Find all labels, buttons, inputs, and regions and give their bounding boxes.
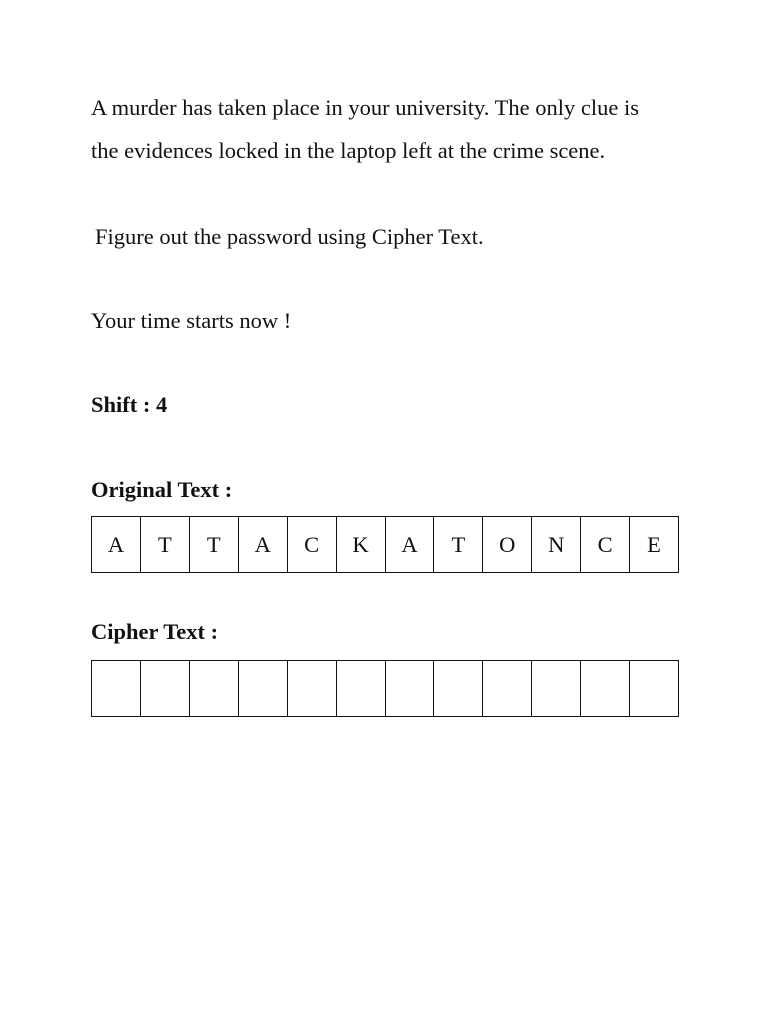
instruction-text: Figure out the password using Cipher Text. <box>95 224 484 249</box>
cipher-text-cell <box>190 661 239 717</box>
cipher-text-cell <box>288 661 337 717</box>
original-text-cell: A <box>386 517 435 573</box>
original-text-cell: E <box>630 517 679 573</box>
cipher-text-cell <box>337 661 386 717</box>
cipher-text-cell <box>532 661 581 717</box>
cipher-text-cell <box>141 661 190 717</box>
cipher-text-cell <box>581 661 630 717</box>
original-text-label: Original Text : <box>91 477 233 502</box>
original-text-cell: T <box>434 517 483 573</box>
original-text-cell: T <box>141 517 190 573</box>
intro-paragraph <box>91 86 691 172</box>
shift-label: Shift : 4 <box>91 392 168 417</box>
cipher-text-cell <box>239 661 288 717</box>
original-text-cell: O <box>483 517 532 573</box>
intro-line-1: A murder has taken place in your university. The only clue is <box>91 95 639 120</box>
cipher-text-cell <box>386 661 435 717</box>
cipher-text-cell <box>434 661 483 717</box>
original-text-table <box>91 516 679 573</box>
original-text-cell: T <box>190 517 239 573</box>
intro-line-2: the evidences locked in the laptop left at the crime scene. <box>91 138 606 163</box>
time-prompt: Your time starts now ! <box>91 308 292 333</box>
cipher-text-label: Cipher Text : <box>91 619 219 644</box>
cipher-text-cell <box>483 661 532 717</box>
original-text-cell: K <box>337 517 386 573</box>
original-text-cell: C <box>581 517 630 573</box>
original-text-cell: C <box>288 517 337 573</box>
original-text-cell: A <box>92 517 141 573</box>
original-text-cell: A <box>239 517 288 573</box>
cipher-text-cell <box>92 661 141 717</box>
cipher-text-cell <box>630 661 679 717</box>
original-text-cell: N <box>532 517 581 573</box>
cipher-text-table <box>91 660 679 717</box>
